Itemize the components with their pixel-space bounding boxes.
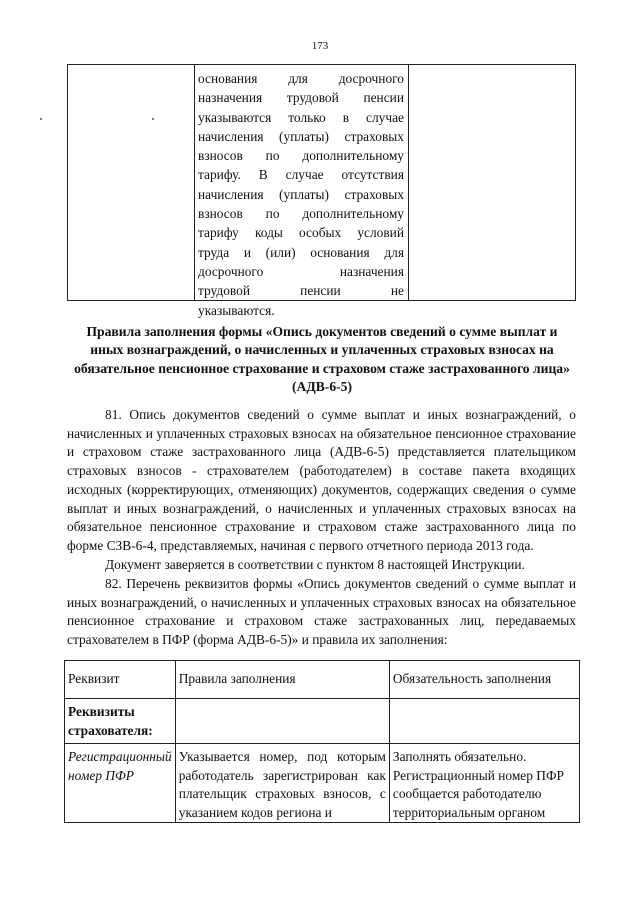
- cell-line: основания для досрочного: [198, 71, 404, 86]
- field-obligation: Заполнять обязательно. Регистрационный номер ПФР сообщается работодателю территориальным органом: [389, 744, 579, 823]
- table-divider: [408, 65, 409, 300]
- table-row: [65, 744, 580, 823]
- section-heading: Правила заполнения формы «Опись документов сведений о сумме выплат и иных вознаграждений, о начисленных и уплаченных страховых взносах на обязательное пенсионное страхование и страховом стаже застрахованного лица» (АДВ-6-5): [74, 324, 570, 395]
- requisites-table: [64, 660, 580, 823]
- cell-line: назначения трудовой пенсии: [198, 90, 404, 106]
- table-header-row: [65, 661, 580, 699]
- column-header-rules: Правила заполнения: [175, 661, 389, 699]
- empty-cell: [389, 699, 579, 744]
- paragraph-82: [67, 575, 576, 650]
- table-divider: [194, 65, 195, 300]
- cell-line: тарифу коды особых условий: [198, 225, 404, 241]
- paragraph-81-text: 81. Опись документов сведений о сумме выплат и иных вознаграждений, о начисленных и уплаченных страховых взносах на обязательное пенсионное страхование и страховом стаже застрахованного лица (АДВ-6-5) представляется плательщиком страховых взносов - страхователем (работодателем) в составе пакета входящих исходных (корректирующих, отменяющих) документов, содержащих сведения о сумме выплат и иных вознаграждений, о начисленных и уплаченных страховых взносах на обязательное пенсионное страхование и страховом стаже застрахованного лица по форме СЗВ-6-4, представляемых, начиная с первого отчетного периода 2013 года.: [67, 407, 576, 553]
- empty-cell: [175, 699, 389, 744]
- scan-speck: [40, 118, 42, 120]
- cell-line: указываются.: [198, 302, 275, 318]
- column-header-obligation: Обязательность заполнения: [389, 661, 579, 699]
- cell-line: труда и (или) основания для: [198, 244, 404, 260]
- cell-line: взносов по дополнительному: [198, 206, 404, 222]
- section-label: Реквизиты страхователя:: [65, 699, 176, 744]
- paragraph-certification-text: Документ заверяется в соответствии с пунктом 8 настоящей Инструкции.: [105, 557, 525, 572]
- cell-line: трудовой пенсии не: [198, 283, 404, 299]
- continuation-table: [67, 64, 576, 318]
- page-number: 173: [311, 40, 329, 52]
- cell-line: начисления (уплаты) страховых: [198, 128, 404, 144]
- table-section-row: [65, 699, 580, 744]
- cell-line: указываются только в случае: [198, 109, 404, 125]
- cell-line: начисления (уплаты) страховых: [198, 186, 404, 202]
- cell-line: взносов по дополнительному: [198, 148, 404, 164]
- cell-line: досрочного назначения: [198, 263, 404, 279]
- paragraph-82-text: 82. Перечень реквизитов формы «Опись документов сведений о сумме выплат и иных вознаграждений, о начисленных и уплаченных страховых взносах на обязательное пенсионное страхование и страховом стаже застрахованных лиц, передаваемых страхователем в ПФР (форма АДВ-6-5)» и правила их заполнения:: [67, 576, 576, 648]
- table-cell-text: [198, 69, 404, 320]
- field-name: Регистрационный номер ПФР: [65, 744, 176, 823]
- paragraph-certification: [67, 556, 576, 575]
- paragraph-81: [67, 406, 576, 556]
- field-rule: Указывается номер, под которым работодатель зарегистрирован как плательщик страховых взносов, с указанием кодов региона и: [175, 744, 389, 823]
- column-header-requisite: Реквизит: [65, 661, 176, 699]
- cell-line: тарифу. В случае отсутствия: [198, 167, 404, 183]
